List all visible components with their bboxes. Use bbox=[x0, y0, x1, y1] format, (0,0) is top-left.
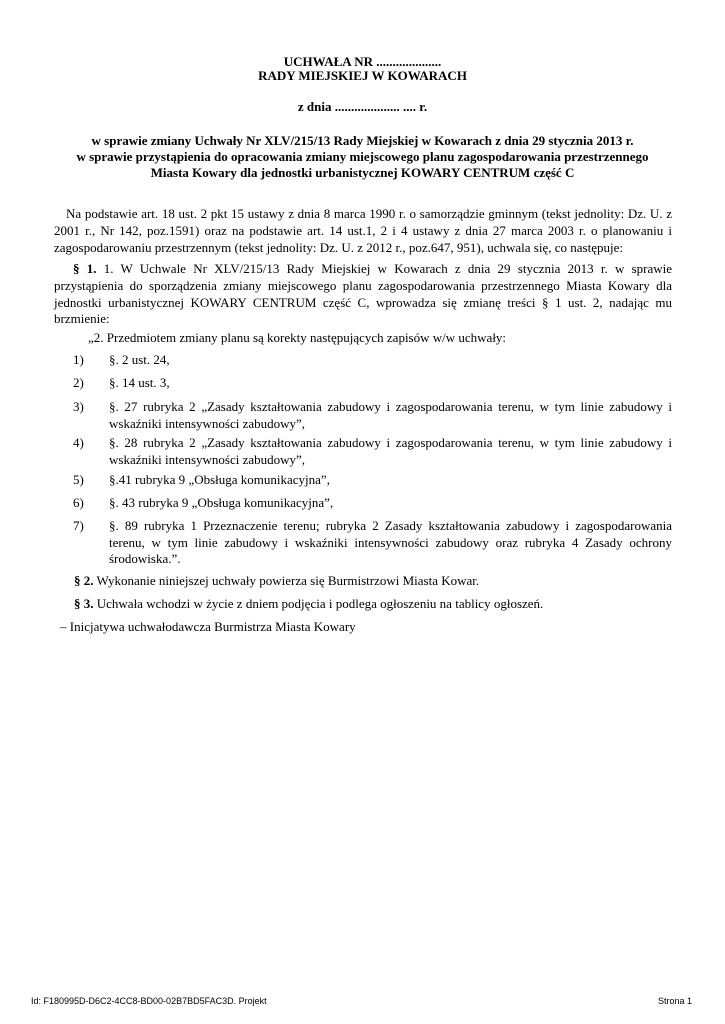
list-item bbox=[73, 375, 672, 392]
list-item-text: §. 2 ust. 24, bbox=[109, 352, 170, 367]
list-item bbox=[73, 472, 672, 489]
subject-line: w sprawie przystąpienia do opracowania zmiany miejscowego planu zagospodarowania przestrzennego bbox=[76, 149, 649, 164]
document-id-footer: Id: F180995D-D6C2-4CC8-BD00-02B7BD5FAC3D. Projekt bbox=[31, 996, 267, 1006]
resolution-subject bbox=[55, 133, 670, 181]
quoted-amendment-intro: „2. Przedmiotem zmiany planu są korekty następujących zapisów w/w uchwały: bbox=[88, 330, 507, 345]
section-1-label: § 1. bbox=[73, 261, 97, 276]
list-item-number: 1) bbox=[73, 352, 84, 367]
section-1-paragraph bbox=[54, 261, 672, 328]
list-item-number: 3) bbox=[73, 399, 84, 414]
section-2-text: Wykonanie niniejszej uchwały powierza się Burmistrzowi Miasta Kowar. bbox=[93, 573, 480, 588]
resolution-date: z dnia .................... .... r. bbox=[297, 99, 428, 114]
legal-basis-paragraph: Na podstawie art. 18 ust. 2 pkt 15 ustawy z dnia 8 marca 1990 r. o samorządzie gminnym (tekst jednolity: Dz. U. z 2001 r., Nr 142, poz.1591) oraz na podstawie art. 14 ust.1, 2 i 4 ustawy z dnia 27 marca 2003 r. o planowaniu i zagospodarowaniu przestrzennym (tekst jednolity: Dz. U. z 2012 r., poz.647, 951), uchwala się, co następuje: bbox=[54, 206, 672, 255]
legislative-initiative-note: – Inicjatywa uchwałodawcza Burmistrza Miasta Kowary bbox=[60, 619, 356, 634]
list-item bbox=[73, 518, 672, 568]
section-1-text: 1. W Uchwale Nr XLV/215/13 Rady Miejskiej w Kowarach z dnia 29 stycznia 2013 r. w sprawie przystąpienia do sporządzenia zmiany miejscowego planu zagospodarowania przestrzennego Miasta Kowary dla jednostki urbanistycznej KOWARY CENTRUM część C, wprowadza się zmianę treści § 1 ust. 2, nadając mu brzmienie: bbox=[54, 261, 673, 327]
list-item bbox=[73, 352, 672, 369]
list-item-number: 2) bbox=[73, 375, 84, 390]
page-number-footer: Strona 1 bbox=[657, 996, 692, 1006]
resolution-number-title: UCHWAŁA NR .................... bbox=[283, 54, 442, 69]
list-item-text: §. 43 rubryka 9 „Obsługa komunikacyjna”, bbox=[109, 495, 334, 510]
list-item bbox=[73, 495, 672, 512]
list-item-text: §. 89 rubryka 1 Przeznaczenie terenu; rubryka 2 Zasady kształtowania zabudowy i zagospodarowania terenu, w tym linie zabudowy i wskaźniki intensywności zabudowy oraz rubryka 4 Zasady ochrony środowiska.”. bbox=[109, 518, 672, 566]
section-2-label: § 2. bbox=[74, 573, 94, 588]
list-item-text: §. 27 rubryka 2 „Zasady kształtowania zabudowy i zagospodarowania terenu, w tym linie zabudowy i wskaźniki intensywności zabudowy”, bbox=[109, 399, 672, 431]
list-item bbox=[73, 435, 672, 468]
list-item-text: §.41 rubryka 9 „Obsługa komunikacyjna”, bbox=[109, 472, 330, 487]
list-item-number: 7) bbox=[73, 518, 84, 533]
list-item-number: 6) bbox=[73, 495, 84, 510]
list-item bbox=[73, 399, 672, 432]
list-item-number: 4) bbox=[73, 435, 84, 450]
subject-line: Miasta Kowary dla jednostki urbanistycznej KOWARY CENTRUM część C bbox=[150, 165, 575, 180]
section-3-label: § 3. bbox=[74, 596, 94, 611]
section-2-paragraph bbox=[74, 573, 479, 589]
section-3-paragraph bbox=[74, 596, 543, 612]
subject-line: w sprawie zmiany Uchwały Nr XLV/215/13 Rady Miejskiej w Kowarach z dnia 29 stycznia 2013 r. bbox=[91, 133, 634, 148]
council-name-title: RADY MIEJSKIEJ W KOWARACH bbox=[258, 68, 467, 83]
list-item-text: §. 14 ust. 3, bbox=[109, 375, 170, 390]
section-3-text: Uchwała wchodzi w życie z dniem podjęcia i podlega ogłoszeniu na tablicy ogłoszeń. bbox=[93, 596, 544, 611]
list-item-number: 5) bbox=[73, 472, 84, 487]
list-item-text: §. 28 rubryka 2 „Zasady kształtowania zabudowy i zagospodarowania terenu, w tym linie zabudowy i wskaźniki intensywności zabudowy”, bbox=[109, 435, 672, 467]
